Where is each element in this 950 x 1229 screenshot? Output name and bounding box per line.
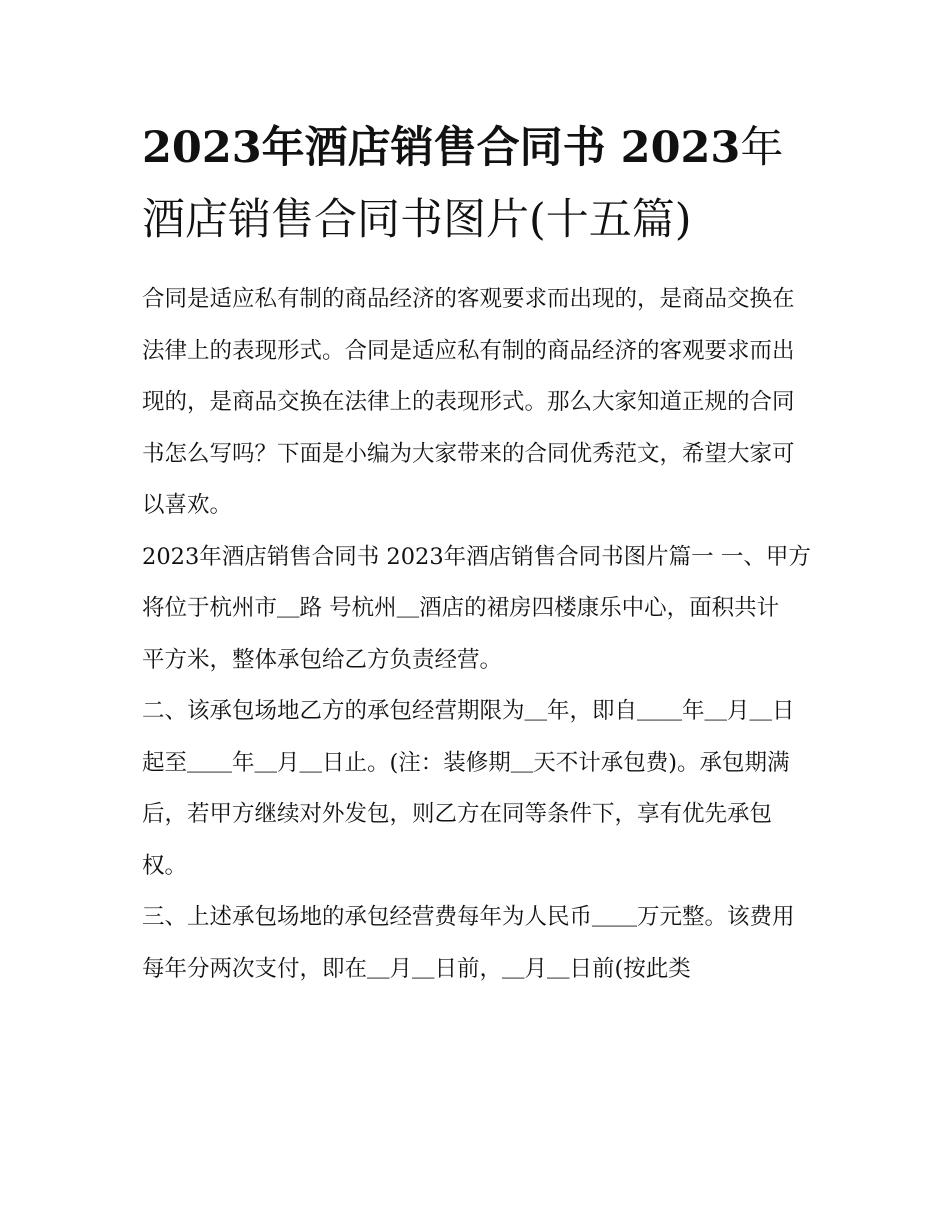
document-body (142, 274, 814, 995)
title-regular-part: 年酒店销售合同书图片(十五篇) (142, 123, 784, 245)
paragraph-intro: 合同是适应私有制的商品经济的客观要求而出现的，是商品交换在法律上的表现形式。合同是适应私有制的商品经济的客观要求而出现的，是商品交换在法律上的表现形式。那么大家知道正规的合同书怎么写吗？下面是小编为大家带来的合同优秀范文，希望大家可以喜欢。 (142, 286, 795, 518)
paragraph-clause-1-cont: 平方米，整体承包给乙方负责经营。 (142, 646, 503, 673)
document-title (142, 112, 814, 256)
paragraph-clause-1: 2023年酒店销售合同书 2023年酒店销售合同书图片篇一 一、甲方将位于杭州市＿路 号杭州＿酒店的裙房四楼康乐中心，面积共计 (142, 543, 811, 621)
paragraph-clause-3: 三、上述承包场地的承包经营费每年为人民币＿＿万元整。该费用每年分两次支付，即在＿月＿日前，＿月＿日前(按此类 (142, 904, 795, 982)
paragraph-clause-2: 二、该承包场地乙方的承包经营期限为＿年，即自＿＿年＿月＿日起至＿＿年＿月＿日止。(注：装修期＿天不计承包费)。承包期满后，若甲方继续对外发包，则乙方在同等条件下，享有优先承包权。 (142, 698, 795, 879)
document-page (142, 112, 814, 995)
title-bold-part: 2023年酒店销售合同书 2023 (142, 123, 741, 173)
